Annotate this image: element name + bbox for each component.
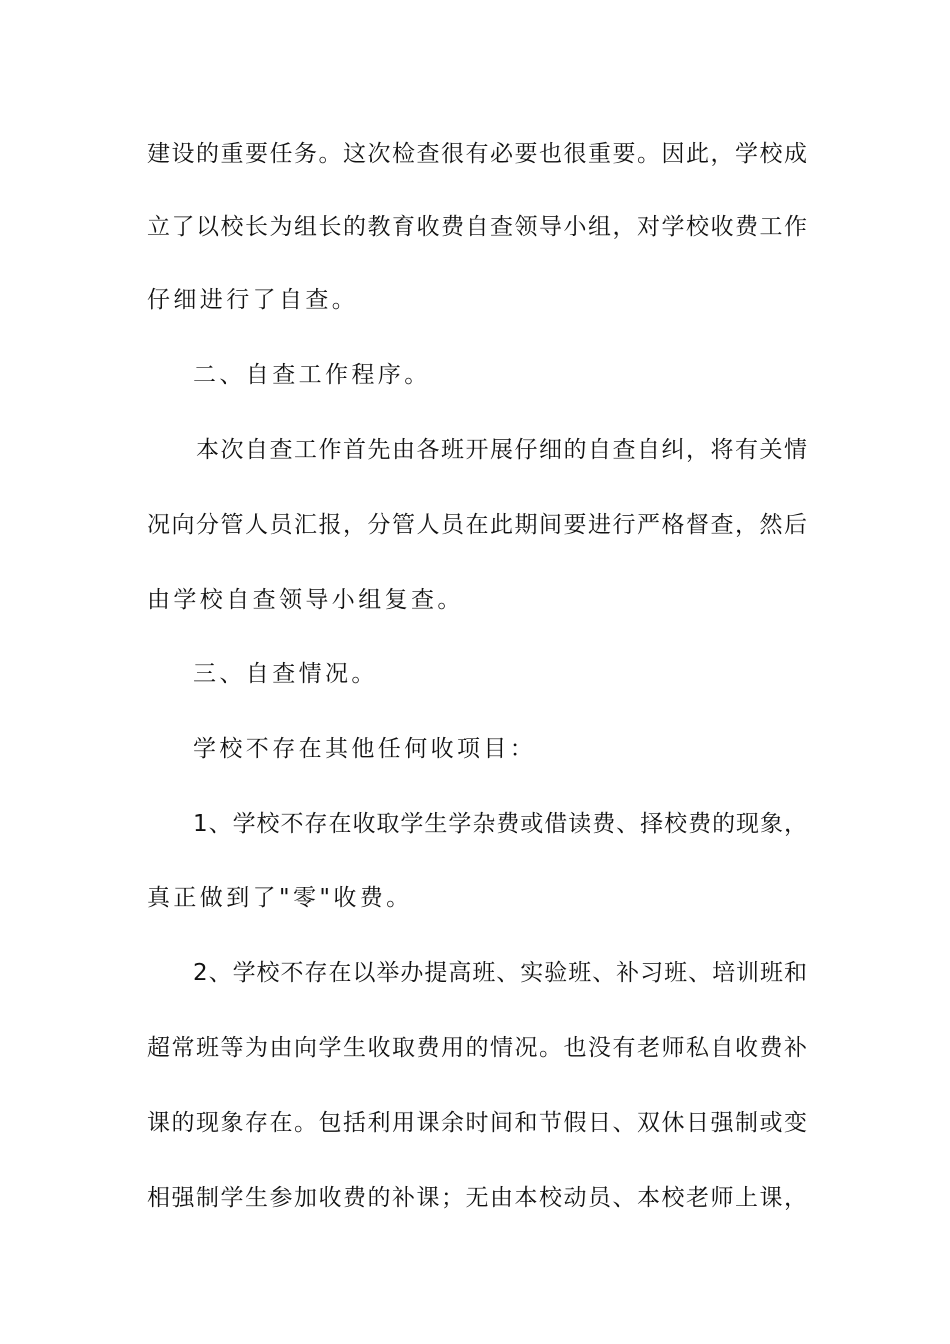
text-line: 立了以校长为组长的教育收费自查领导小组，对学校收费工作 — [147, 214, 807, 240]
text-line: 超常班等为由向学生收取费用的情况。也没有老师私自收费补 — [147, 1035, 807, 1061]
text-line: 学校不存在其他任何收项目： — [193, 736, 537, 762]
text-line: 课的现象存在。包括利用课余时间和节假日、双休日强制或变 — [147, 1110, 807, 1136]
text-line: 本次自查工作首先由各班开展仔细的自查自纠，将有关情 — [196, 437, 807, 463]
text-line: 建设的重要任务。这次检查很有必要也很重要。因此，学校成 — [147, 141, 807, 167]
list-item: 2、学校不存在以举办提高班、实验班、补习班、培训班和 — [193, 960, 807, 986]
text-line: 相强制学生参加收费的补课；无由本校动员、本校老师上课， — [147, 1185, 807, 1211]
text-line: 由学校自查领导小组复查。 — [147, 587, 464, 613]
section-heading: 二、自查工作程序。 — [193, 362, 431, 388]
section-heading: 三、自查情况。 — [193, 661, 378, 687]
text-line: 况向分管人员汇报，分管人员在此期间要进行严格督查，然后 — [147, 512, 807, 538]
text-line: 仔细进行了自查。 — [147, 287, 359, 313]
text-line: 真正做到了"零"收费。 — [147, 885, 413, 911]
list-item: 1、学校不存在收取学生学杂费或借读费、择校费的现象， — [193, 811, 807, 837]
